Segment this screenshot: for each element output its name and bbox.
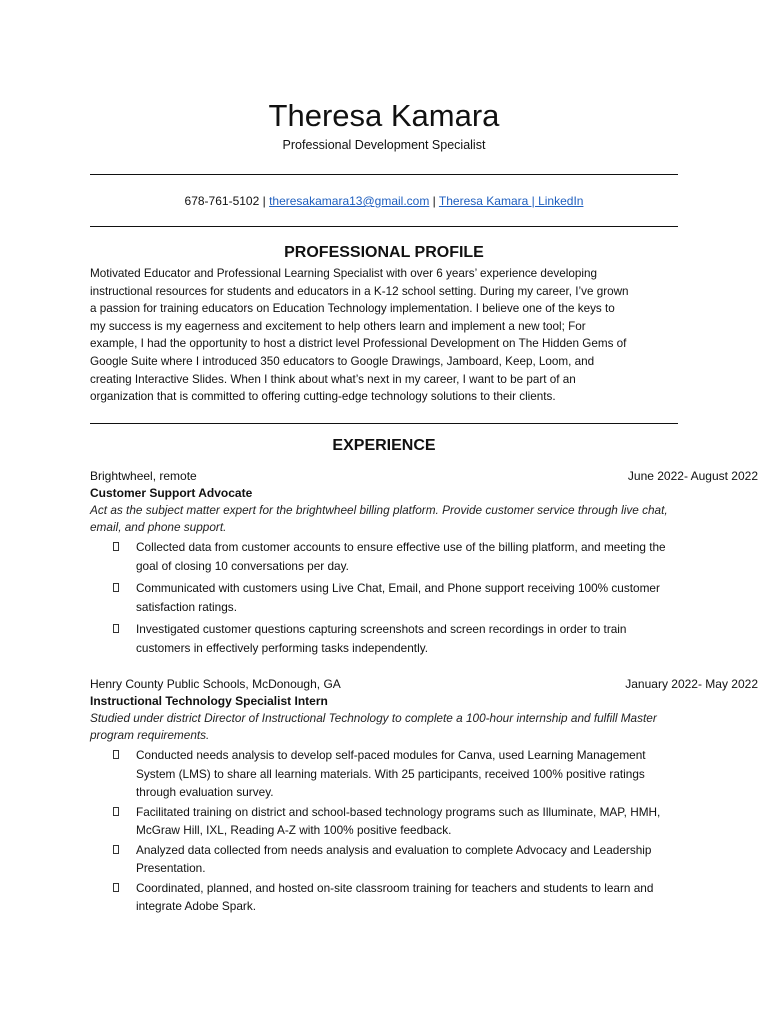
phone-number: 678-761-5102 xyxy=(184,194,260,208)
job-role: Customer Support Advocate xyxy=(90,486,253,500)
candidate-title: Professional Development Specialist xyxy=(282,138,486,152)
profile-heading: PROFESSIONAL PROFILE xyxy=(284,244,484,261)
contact-separator: | xyxy=(262,194,266,208)
bullet-icon xyxy=(113,807,119,816)
job-company: Henry County Public Schools, McDonough, GA xyxy=(90,677,341,691)
profile-line: Motivated Educator and Professional Learning Specialist with over 6 years’ experience developing xyxy=(90,267,597,280)
candidate-name: Theresa Kamara xyxy=(268,98,500,133)
bullet-text: Conducted needs analysis to develop self-paced modules for Canva, used Learning Management System (LMS) to share all learning materials. With 25 participants, received 100% positive ratings through evaluation survey. xyxy=(136,748,646,799)
profile-line: instructional resources for students and educators in a K-12 school setting. During my career, I’ve grown xyxy=(90,284,629,298)
section-divider xyxy=(90,423,678,424)
profile-paragraph xyxy=(90,265,680,406)
job-bullet-list xyxy=(90,538,680,657)
job-description: Act as the subject matter expert for the brightwheel billing platform. Provide customer service through live chat, email, and phone support. xyxy=(90,503,668,534)
profile-line: creating Interactive Slides. When I think about what’s next in my career, I want to be part of an xyxy=(90,372,576,386)
header-divider-bottom xyxy=(90,226,678,227)
list-item xyxy=(90,538,680,575)
bullet-icon xyxy=(113,542,119,551)
list-item xyxy=(90,879,680,916)
bullet-icon xyxy=(113,750,119,759)
bullet-text: Communicated with customers using Live Chat, Email, and Phone support receiving 100% customer satisfaction ratings. xyxy=(136,581,660,614)
profile-line: my success is my eagerness and excitement to help others learn and implement a new tool; For xyxy=(90,319,586,333)
linkedin-link[interactable]: Theresa Kamara | LinkedIn xyxy=(438,194,584,208)
contact-separator: | xyxy=(432,194,436,208)
bullet-icon xyxy=(113,845,119,854)
job-company: Brightwheel, remote xyxy=(90,469,197,483)
job-entry-henry-county xyxy=(90,676,758,917)
job-dates: June 2022- August 2022 xyxy=(627,469,758,483)
profile-line: organization that is committed to offering cutting-edge technology solutions to their clients. xyxy=(90,390,556,404)
list-item xyxy=(90,620,680,657)
list-item xyxy=(90,841,680,878)
list-item xyxy=(90,803,680,840)
list-item xyxy=(90,746,680,802)
bullet-text: Collected data from customer accounts to ensure effective use of the billing platform, and meeting the goal of closing 10 conversations per day. xyxy=(136,540,666,573)
profile-line: a passion for training educators on Education Technology implementation. I believe one of the keys to xyxy=(90,302,615,316)
profile-line: Google Suite where I introduced 350 educators to Google Drawings, Jamboard, Keep, Loom, and xyxy=(90,354,595,368)
experience-heading: EXPERIENCE xyxy=(332,437,436,454)
job-bullet-list xyxy=(90,746,680,916)
bullet-icon xyxy=(113,883,119,892)
job-description: Studied under district Director of Instructional Technology to complete a 100-hour internship and fulfill Master program requirements. xyxy=(90,711,657,742)
bullet-text: Investigated customer questions capturing screenshots and screen recordings in order to train customers in effectively performing tasks independently. xyxy=(136,622,627,655)
bullet-text: Analyzed data collected from needs analysis and evaluation to complete Advocacy and Leadership Presentation. xyxy=(136,842,652,875)
contact-line xyxy=(0,193,768,209)
bullet-text: Facilitated training on district and school-based technology programs such as Illuminate, MAP, HMH, McGraw Hill, IXL, Reading A-Z with 100% positive feedback. xyxy=(136,804,661,837)
bullet-icon xyxy=(113,624,119,633)
job-entry-brightwheel xyxy=(90,468,758,661)
job-role: Instructional Technology Specialist Intern xyxy=(90,694,328,708)
email-link[interactable]: theresakamara13@gmail.com xyxy=(269,194,430,208)
bullet-icon xyxy=(113,583,119,592)
profile-line: example, I had the opportunity to host a district level Professional Development on The Hidden Gems of xyxy=(90,337,627,351)
job-dates: January 2022- May 2022 xyxy=(625,677,758,691)
bullet-text: Coordinated, planned, and hosted on-site classroom training for teachers and students to learn and integrate Adobe Spark. xyxy=(136,880,654,913)
header-divider-top xyxy=(90,174,678,175)
list-item xyxy=(90,579,680,616)
